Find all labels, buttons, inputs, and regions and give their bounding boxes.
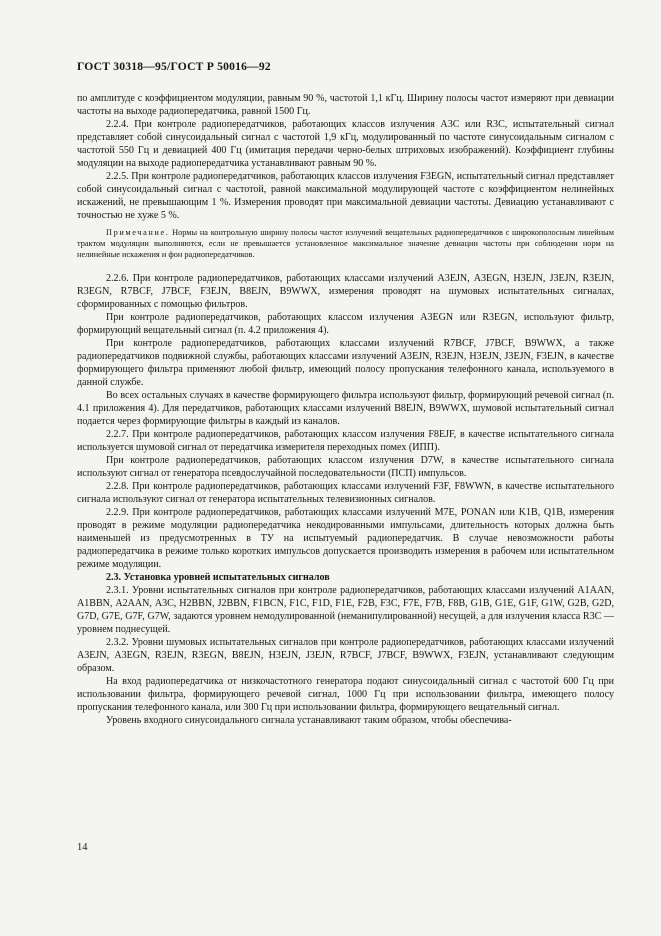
paragraph-2-3-1: 2.3.1. Уровни испытательных сигналов при контроле радиопередатчиков, работающих классами излучений А1ААN, А1ВВN, А2ААN, А3С, Н2ВВN, J2ВВN, F1BCN, F1C, F1D, F1E, F2B, F3C, F7E, F7B, F8B, G1B, G1E, G1F, G1W, G2B, G2D, G7D, G7E, G7F, G7W, задаются уровнем немодулированной (неманипулированной) несущей, а для излучения класса R3C — уровнем поднесущей. bbox=[77, 585, 614, 635]
paragraph-2-3-2: 2.3.2. Уровни шумовых испытательных сигналов при контроле радиопередатчиков, работающих классами излучений А3EJN, А3EGN, R3EJN, R3EGN, B8EJN, H3EJN, J3EJN, R7BCF, J7BCF, B9WWX, F3EJN, устанавливают следующим образом. bbox=[77, 637, 614, 674]
paragraph-a3egn-filter: При контроле радиопередатчиков, работающих классом излучения А3EGN или R3EGN, используют фильтр, формирующий вещательный сигнал (п. 4.2 приложения 4). bbox=[77, 312, 614, 336]
paragraph-2-2-9: 2.2.9. При контроле радиопередатчиков, работающих классами излучений M7E, PONAN или K1B, Q1B, измерения проводят в режиме модуляции радиопередатчика некодированными импульсами, длительность которых должна быть наименьшей из предусмотренных в ТУ на испытуемый радиопередатчик. В случае невозможности работы радиопередатчика в режиме только коротких импульсов допускается производить измерения в рабочем или испытательном режиме модуляции. bbox=[77, 507, 614, 570]
paragraph-r7bcf-filter: При контроле радиопередатчиков, работающих классами излучений R7BCF, J7BCF, B9WWX, а также радиопередатчиков подвижной службы, работающих классами излучений А3EJN, R3EJN, H3EJN, J3EJN, F3EJN, в качестве формирующего фильтра применяют любой фильтр, имеющий полосу пропускания телефонного канала, используемого в данной службе. bbox=[77, 338, 614, 388]
document-header: ГОСТ 30318—95/ГОСТ Р 50016—92 bbox=[77, 60, 271, 73]
paragraph-continuation: по амплитуде с коэффициентом модуляции, равным 90 %, частотой 1,1 кГц. Ширину полосы частот измеряют при девиации частоты на выходе радиопередатчика, равной 1500 Гц. bbox=[77, 93, 614, 117]
paragraph-other-cases: Во всех остальных случаях в качестве формирующего фильтра используют фильтр, формирующий речевой сигнал (п. 4.1 приложения 4). Для передатчиков, работающих классами излучений B8EJN, B9WWX, шумовой испытательный сигнал подается через формирующие фильтры в каждый из каналов. bbox=[77, 390, 614, 427]
page-number: 14 bbox=[77, 842, 88, 853]
note-label: Примечание. bbox=[106, 228, 170, 237]
paragraph-2-2-5: 2.2.5. При контроле радиопередатчиков, работающих классов излучения F3EGN, испытательный сигнал представляет собой синусоидальный сигнал с частотой, равной максимальной модулирующей частоте с коэффициентом нелинейных искажений, не превышающим 1 %. Измерения проводят при максимальной девиации частоты. Девиацию устанавливают с точностью не хуже 5 %. bbox=[77, 171, 614, 221]
paragraph-2-2-8: 2.2.8. При контроле радиопередатчиков, работающих классами излучений F3F, F8WWN, в качестве испытательного сигнала используют сигнал от генератора испытательных телевизионных сигналов. bbox=[77, 481, 614, 505]
note-text: Нормы на контрольную ширину полосы частот излучений вещательных радиопередатчиков с широкополосным линейным трактом модуляции выполняются, если не превышается установленное максимальное значение девиации частоты при соблюдении норм на нелинейные искажения и фон радиопередатчиков. bbox=[77, 228, 614, 259]
paragraph-d7w: При контроле радиопередатчиков, работающих классом излучения D7W, в качестве испытательного сигнала используют сигнал от генератора псевдослучайной последовательности (ПСП) импульсов. bbox=[77, 455, 614, 479]
paragraph-input-level: Уровень входного синусоидального сигнала устанавливают таким образом, чтобы обеспечива- bbox=[106, 715, 512, 726]
paragraph-2-2-4: 2.2.4. При контроле радиопередатчиков, работающих классов излучения А3С или R3C, испытательный сигнал представляет собой синусоидальный сигнал с частотой 1,9 кГц, модулированный по частоте синусоидальным сигналом с частотой 550 Гц и девиацией 400 Гц (имитация передачи черно-белых штриховых изображений). Коэффициент глубины модуляции на выходе радиопередатчика устанавливают равным 90 %. bbox=[77, 119, 614, 169]
paragraph-2-2-6: 2.2.6. При контроле радиопередатчиков, работающих классами излучений А3ЕJN, А3EGN, H3EJN, J3EJN, R3EJN, R3EGN, R7BCF, J7BCF, F3EJN, B8EJN, B9WWX, измерения проводят на шумовых испытательных сигналах, сформированных с помощью фильтров. bbox=[77, 273, 614, 310]
note-block bbox=[77, 227, 614, 260]
paragraph-generator: На вход радиопередатчика от низкочастотного генератора подают синусоидальный сигнал с частотой 600 Гц при использовании фильтра, формирующего речевой сигнал, 1000 Гц при использовании фильтра, имеющего полосу пропускания телефонного канала, или 300 Гц при использовании фильтра, формирующего вещательный сигнал. bbox=[77, 676, 614, 713]
paragraph-2-2-7: 2.2.7. При контроле радиопередатчиков, работающих классом излучения F8EJF, в качестве испытательного сигнала используется шумовой сигнал от передатчика измерителя переходных помех (ИПП). bbox=[77, 429, 614, 453]
section-heading: 2.3. Установка уровней испытательных сигналов bbox=[106, 572, 330, 583]
document-body bbox=[77, 92, 614, 727]
